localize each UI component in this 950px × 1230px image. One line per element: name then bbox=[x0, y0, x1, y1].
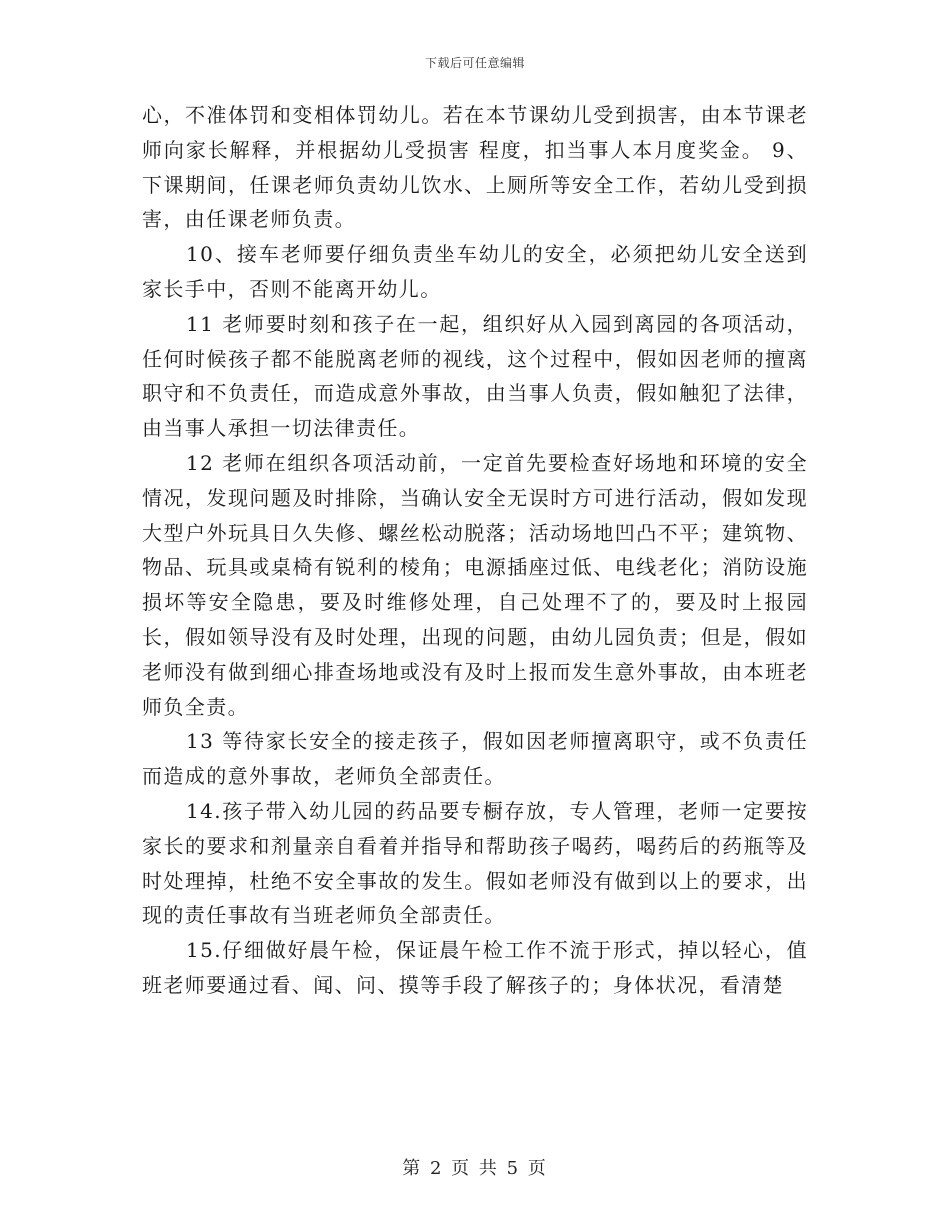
paragraph-item-10: 10、接车老师要仔细负责坐车幼儿的安全，必须把幼儿安全送到家长手中，否则不能离开幼儿。 bbox=[142, 242, 808, 301]
paragraph-item-15: 15.仔细做好晨午检，保证晨午检工作不流于形式，掉以轻心，值班老师要通过看、闻、问、摸等手段了解孩子的；身体状况，看清楚 bbox=[142, 938, 808, 997]
paragraph-item-14: 14.孩子带入幼儿园的药品要专橱存放，专人管理，老师一定要按家长的要求和剂量亲自看着并指导和帮助孩子喝药，喝药后的药瓶等及时处理掉，杜绝不安全事故的发生。假如老师没有做到以上的要求，出现的责任事故有当班老师负全部责任。 bbox=[142, 798, 808, 928]
paragraph-item-12: 12 老师在组织各项活动前，一定首先要检查好场地和环境的安全情况，发现问题及时排除，当确认安全无误时方可进行活动，假如发现大型户外玩具日久失修、螺丝松动脱落；活动场地凹凸不平；建筑物、物品、玩具或桌椅有锐利的棱角；电源插座过低、电线老化；消防设施损坏等安全隐患，要及时维修处理，自己处理不了的，要及时上报园长，假如领导没有及时处理，出现的问题，由幼儿园负责；但是，假如老师没有做到细心排查场地或没有及时上报而发生意外事故，由本班老师负全责。 bbox=[142, 450, 808, 719]
paragraph-item-11: 11 老师要时刻和孩子在一起，组织好从入园到离园的各项活动，任何时候孩子都不能脱离老师的视线，这个过程中，假如因老师的擅离职守和不负责任，而造成意外事故，由当事人负责，假如触犯了法律，由当事人承担一切法律责任。 bbox=[142, 311, 808, 441]
paragraph-continuation: 心，不准体罚和变相体罚幼儿。若在本节课幼儿受到损害，由本节课老师向家长解释，并根据幼儿受损害 程度，扣当事人本月度奖金。 9、下课期间，任课老师负责幼儿饮水、上厕所等安全工作，若幼儿受到损害，由任课老师负责。 bbox=[142, 103, 808, 232]
paragraph-item-13: 13 等待家长安全的接走孩子，假如因老师擅离职守，或不负责任而造成的意外事故，老师负全部责任。 bbox=[142, 729, 808, 789]
page-number-footer: 第 2 页 共 5 页 bbox=[402, 1158, 548, 1179]
document-body bbox=[142, 98, 808, 1003]
page-header: 下载后可任意编辑 bbox=[424, 56, 525, 70]
